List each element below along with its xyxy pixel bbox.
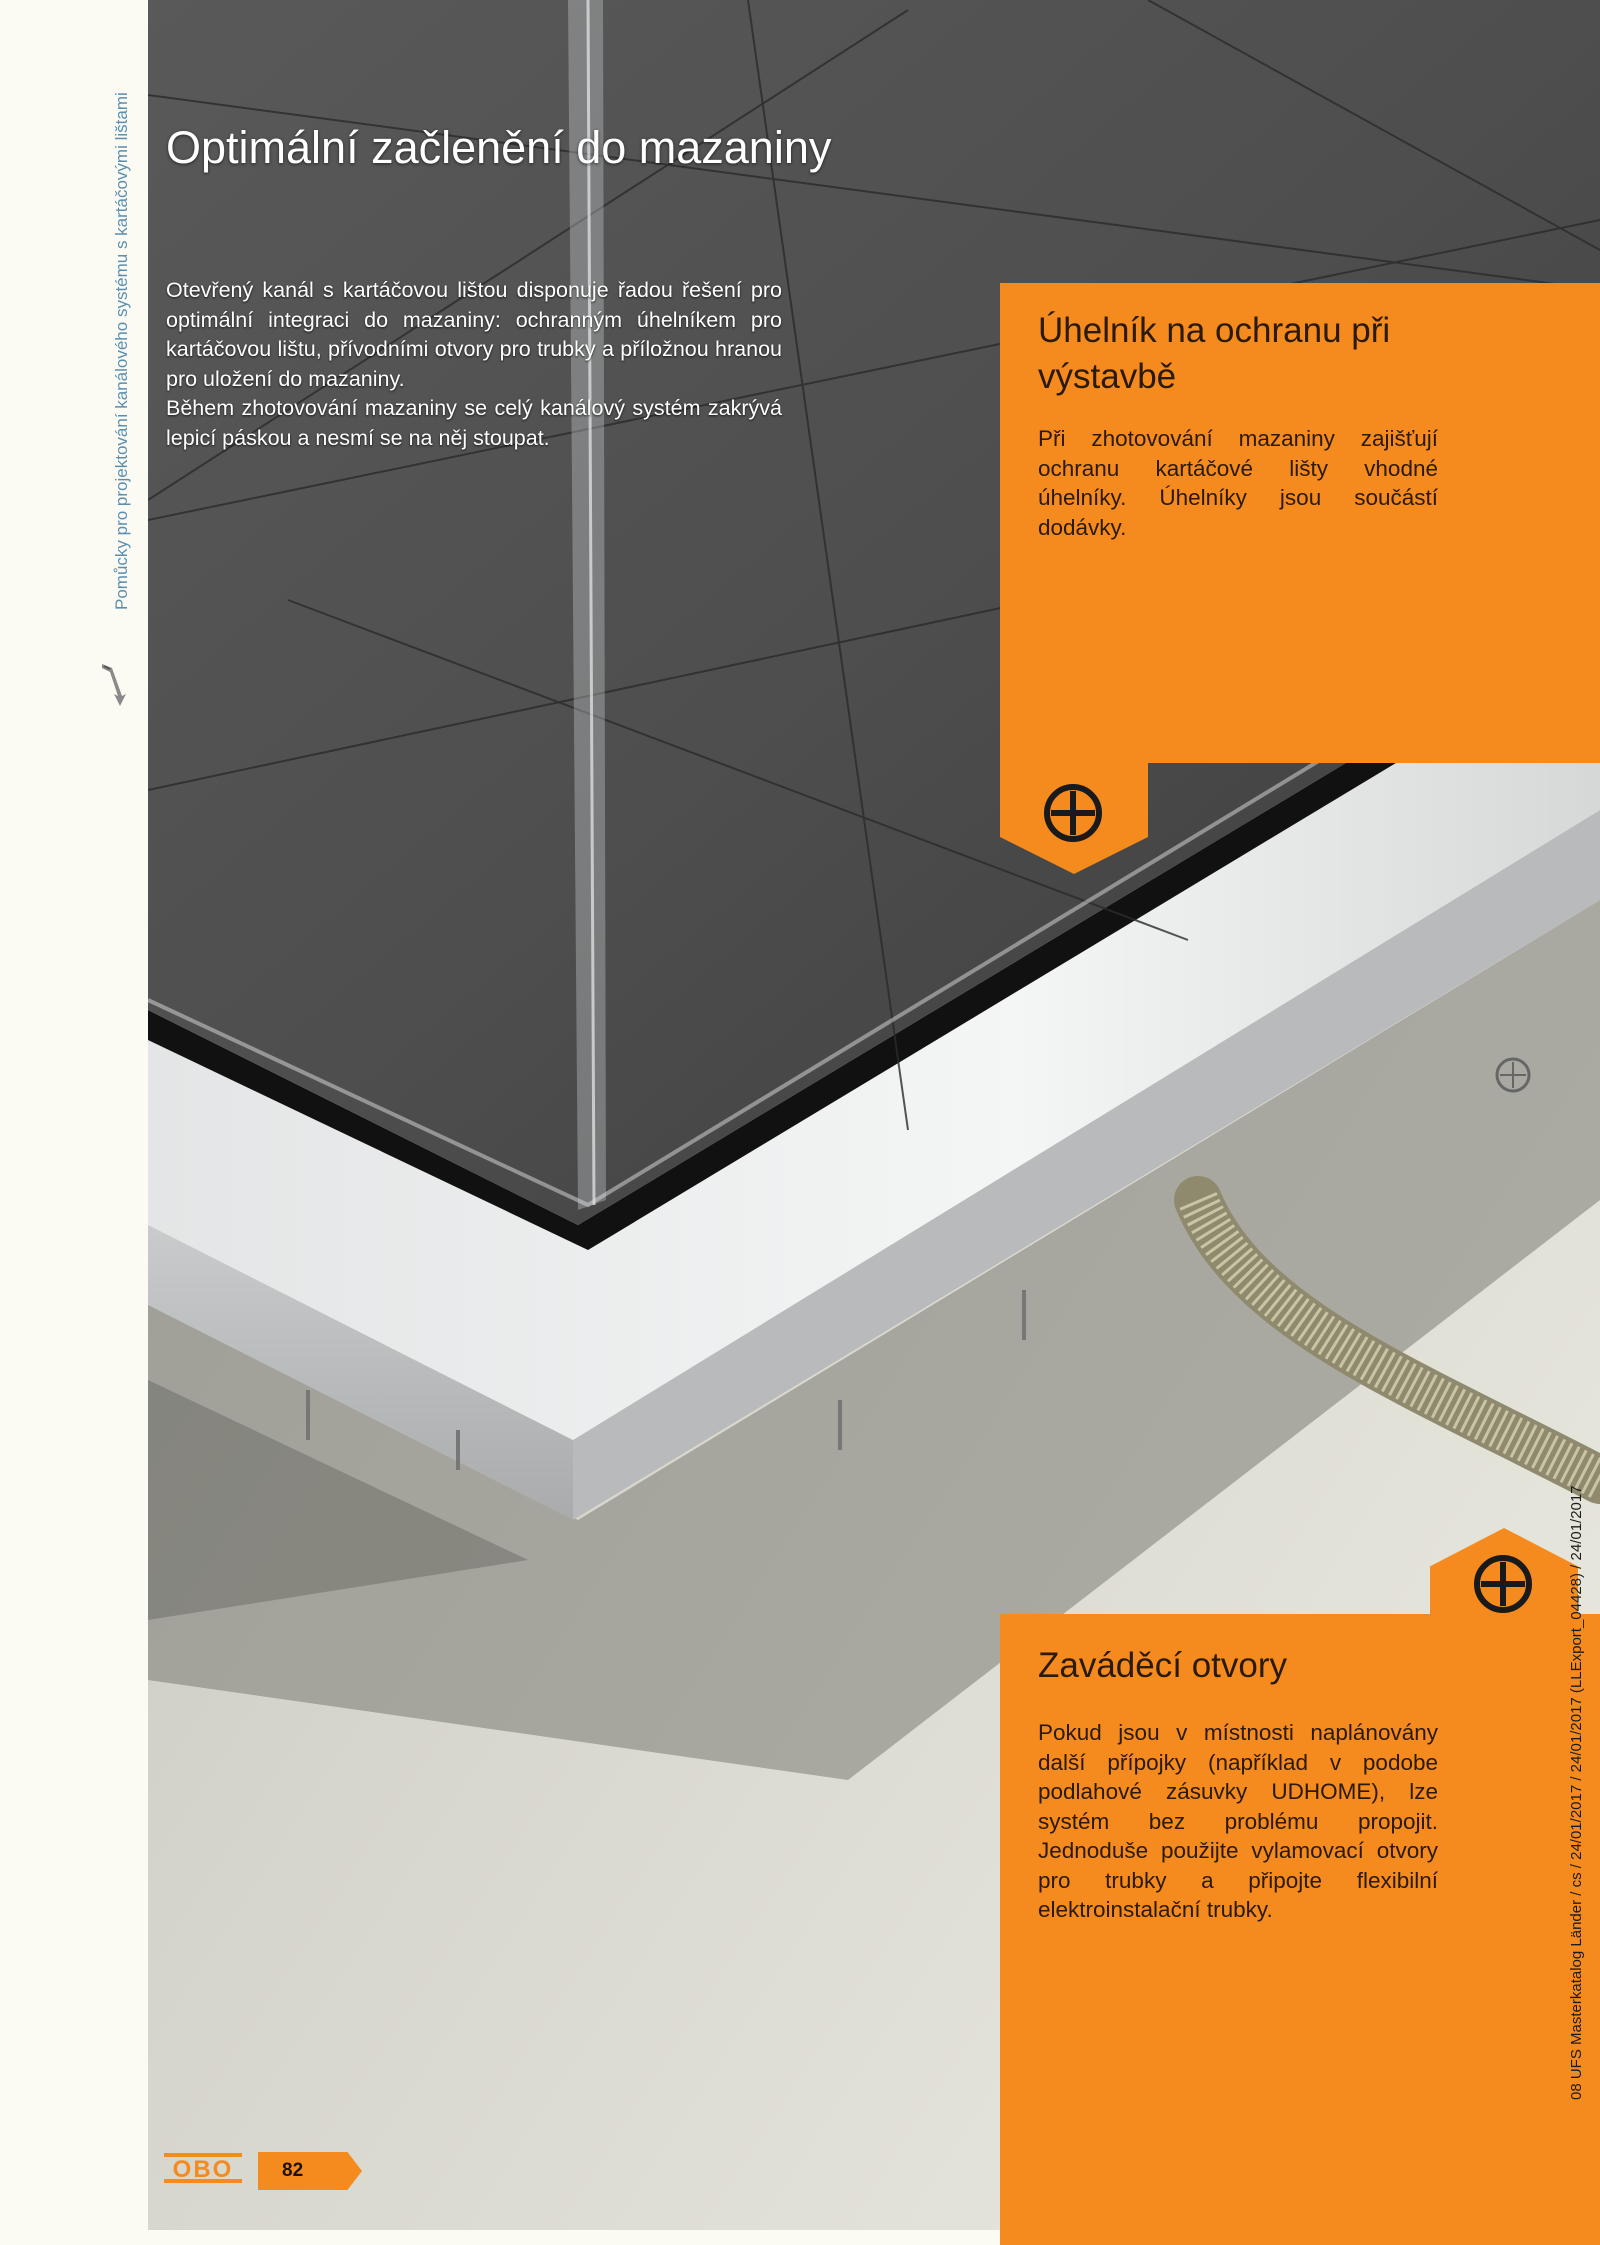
channel-arrow-icon [98, 660, 128, 708]
plus-circle-icon [1042, 782, 1104, 844]
page-number-tab [258, 2152, 362, 2190]
info-box-heading: Zaváděcí otvory [1038, 1646, 1287, 1685]
intro-text [166, 276, 782, 453]
logo-text: OBO [172, 2156, 234, 2183]
info-box-entry-openings [1000, 1614, 1600, 2245]
intro-paragraph: Během zhotovování mazaniny se celý kanálový systém zakrývá lepicí páskou a nesmí se na něj stoupat. [166, 396, 782, 450]
intro-paragraph: Otevřený kanál s kartáčovou lištou disponuje řadou řešení pro optimální integraci do mazaniny: ochranným úhelníkem pro kartáčovou lištu, přívodními otvory pro trubky a příložnou hranou pro uložení do mazaniny. [166, 278, 782, 391]
obo-logo [162, 2150, 244, 2186]
info-box-text: Při zhotovování mazaniny zajišťují ochranu kartáčové lišty vhodné úhelníky. Úhelníky jsou součástí dodávky. [1038, 426, 1438, 540]
sidebar-title: Pomůcky pro projektování kanálového systému s kartáčovými lištami [112, 92, 131, 610]
catalog-code: 08 UFS Masterkatalog Länder / cs / 24/01/2017 / 24/01/2017 (LLExport_04428) / 24/01/2017 [1568, 1485, 1585, 2100]
page-title: Optimální začlenění do mazaniny [166, 122, 832, 173]
page-number: 82 [282, 2160, 304, 2181]
sidebar [0, 0, 148, 2245]
info-box-heading: Úhelník na ochranu při výstavbě [1038, 311, 1391, 396]
plus-circle-icon [1472, 1553, 1534, 1615]
info-box-text: Pokud jsou v místnosti naplánovány další přípojky (například v podobe podlahové zásuvky UDHOME), lze systém bez problému propojit. Jednoduše použijte vylamovací otvory pro trubky a připojte flexibilní elektroinstalační trubky. [1038, 1720, 1438, 1922]
